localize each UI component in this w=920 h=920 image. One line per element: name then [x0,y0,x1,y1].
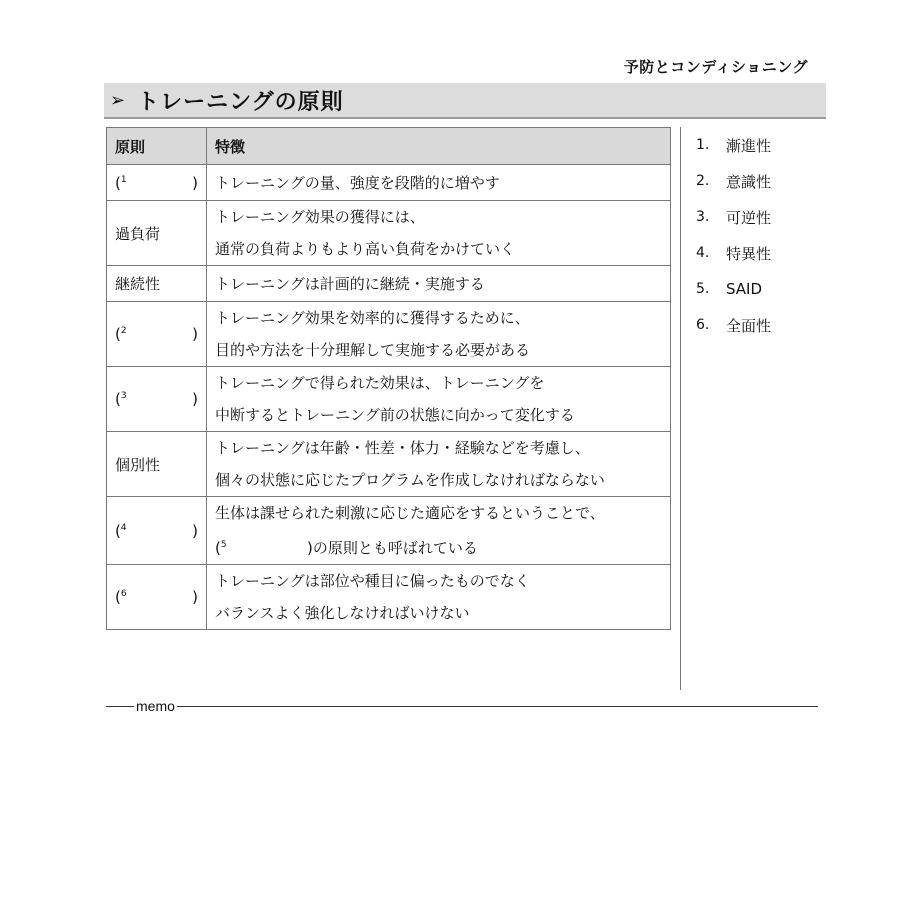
column-header-principle: 原則 [107,128,207,165]
principle-blank-4: ($^4$ ) [107,497,207,565]
principle-cell: 過負荷 [107,201,207,266]
topic-label: 予防とコンディショニング [623,58,808,76]
table-row [107,367,671,432]
table-row [107,266,671,302]
list-item: 3. 可逆性 [696,208,772,227]
principle-blank-1: ($^1$ ) [107,165,207,201]
list-item: 6. 全面性 [696,316,772,335]
arrow-bullet-icon: ➢ [110,89,126,111]
principle-blank-3: ($^3$ ) [107,367,207,432]
feature-cell: 生体は課せられた刺激に応じた適応をするということで、 ($^5$ )の原則とも呼ばれている [207,497,671,565]
table-row [107,497,671,565]
inline-blank-5: ($^5$ [215,539,227,557]
list-item: 4. 特異性 [696,244,772,263]
title-bar [104,83,826,119]
table-row [107,432,671,497]
list-item: 5. SAID [696,280,763,298]
table-row [107,165,671,201]
feature-cell: トレーニング効果の獲得には、 通常の負荷よりもより高い負荷をかけていく [207,201,671,266]
list-item: 1. 漸進性 [696,136,772,155]
table-row [107,565,671,630]
table-header-row [107,128,671,165]
list-item: 2. 意識性 [696,172,772,191]
feature-cell: トレーニング効果を効率的に獲得するために、 目的や方法を十分理解して実施する必要がある [207,302,671,367]
feature-cell: トレーニングは年齢・性差・体力・経験などを考慮し、 個々の状態に応じたプログラムを作成しなければならない [207,432,671,497]
principles-table [106,127,671,630]
feature-cell: トレーニングは計画的に継続・実施する [207,266,671,302]
answer-list [696,127,771,343]
column-divider [680,127,681,690]
feature-cell: トレーニングで得られた効果は、トレーニングを 中断するとトレーニング前の状態に向かって変化する [207,367,671,432]
principle-cell: 継続性 [107,266,207,302]
principle-cell: 個別性 [107,432,207,497]
feature-cell: トレーニングは部位や種目に偏ったものでなく バランスよく強化しなければいけない [207,565,671,630]
column-header-feature: 特徴 [207,128,671,165]
feature-cell: トレーニングの量、強度を段階的に増やす [207,165,671,201]
table-row [107,201,671,266]
page-title: トレーニングの原則 [137,89,344,115]
memo-divider [106,706,818,707]
memo-label: memo [136,698,175,714]
principle-blank-2: ($^2$ ) [107,302,207,367]
table-row [107,302,671,367]
principle-blank-6: ($^6$ ) [107,565,207,630]
